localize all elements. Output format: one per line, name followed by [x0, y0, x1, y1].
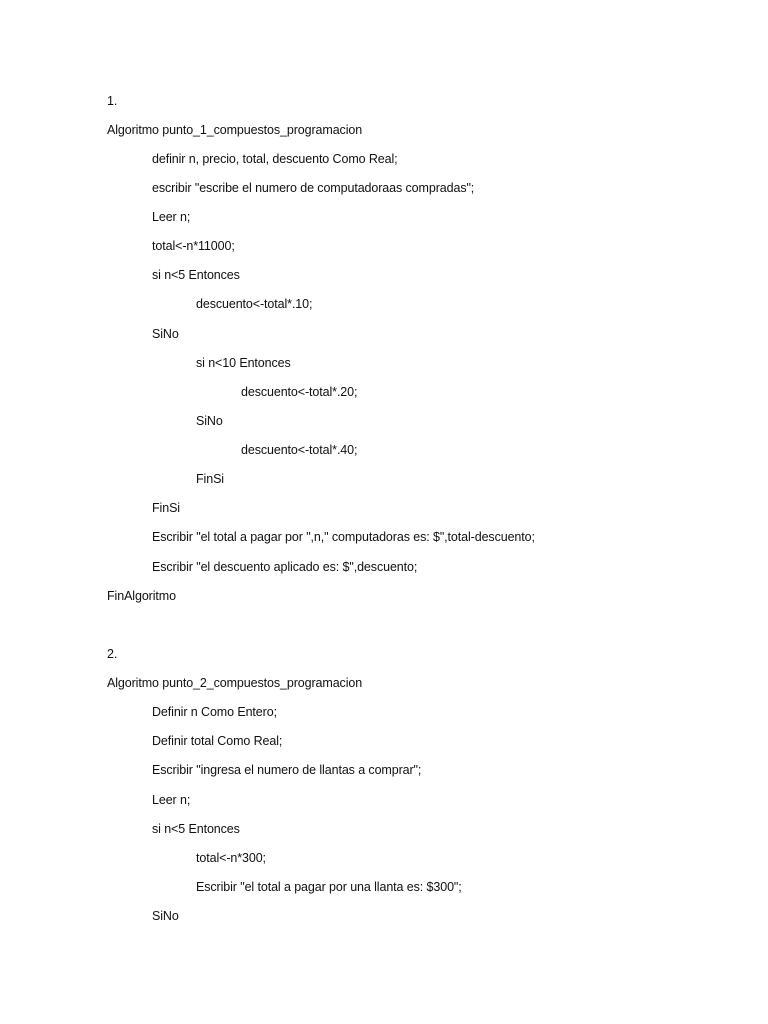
code-line: definir n, precio, total, descuento Como Real;	[152, 152, 398, 166]
code-line: si n<5 Entonces	[152, 822, 240, 836]
code-line: FinAlgoritmo	[107, 589, 176, 603]
code-line: escribir "escribe el numero de computadoraas compradas";	[152, 181, 475, 195]
section-number: 1.	[107, 94, 118, 108]
code-line: Escribir "ingresa el numero de llantas a comprar";	[152, 763, 422, 777]
code-line: descuento<-total*.10;	[196, 297, 313, 311]
code-line: Leer n;	[152, 793, 191, 807]
code-line: Escribir "el total a pagar por una llanta es: $300";	[196, 880, 462, 894]
code-line: FinSi	[196, 472, 224, 486]
code-line: Escribir "el descuento aplicado es: $",descuento;	[152, 560, 418, 574]
code-line: total<-n*300;	[196, 851, 266, 865]
code-line: FinSi	[152, 501, 180, 515]
code-line: SiNo	[152, 909, 179, 923]
code-line: Leer n;	[152, 210, 191, 224]
code-line: Algoritmo punto_2_compuestos_programacion	[107, 676, 363, 690]
code-line: Algoritmo punto_1_compuestos_programacion	[107, 123, 363, 137]
code-line: Definir n Como Entero;	[152, 705, 277, 719]
code-line: total<-n*11000;	[152, 239, 235, 253]
code-line: descuento<-total*.20;	[241, 385, 358, 399]
code-line: Definir total Como Real;	[152, 734, 283, 748]
code-line: si n<5 Entonces	[152, 268, 240, 282]
code-line: SiNo	[152, 327, 179, 341]
code-line: si n<10 Entonces	[196, 356, 291, 370]
section-number: 2.	[107, 647, 118, 661]
code-line: descuento<-total*.40;	[241, 443, 358, 457]
code-line: Escribir "el total a pagar por ",n," computadoras es: $",total-descuento;	[152, 530, 535, 544]
code-line: SiNo	[196, 414, 223, 428]
